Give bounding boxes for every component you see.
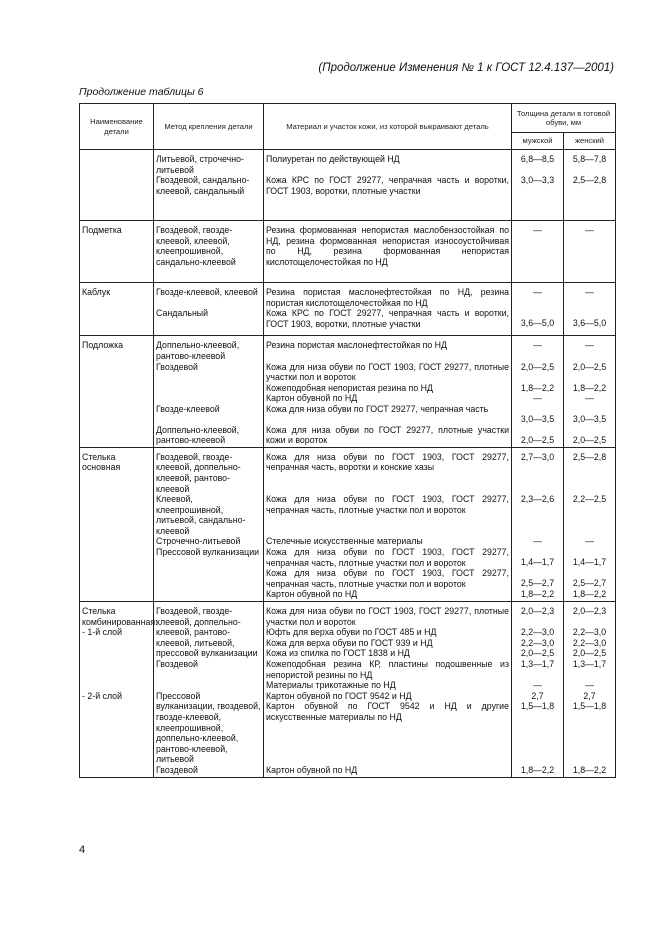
- cell-material: Кожа для низа обуви по ГОСТ 1903, ГОСТ 29277, чепрачная часть, плотные участки пол и вороток: [264, 494, 512, 536]
- cell-men: 2,5—2,7: [512, 568, 564, 589]
- cell-method: Прессовой вулканизации, гвоздевой, гвозде-клеевой, клеепрошивной, доппельно-клеевой, рантово-клеевой, литьевой: [154, 691, 264, 765]
- cell-method: Гвоздевой, гвозде-клеевой, доппельно-клеевой, рантово-клеевой: [154, 447, 264, 494]
- table-row: [80, 150, 616, 176]
- cell-women: 2,0—2,3 2,2—3,0 2,2—3,0 2,0—2,5: [564, 602, 616, 659]
- cell-name: [80, 547, 154, 568]
- cell-men: 1,8—2,2: [512, 765, 564, 777]
- cell-women: —: [564, 221, 616, 283]
- cell-women: 2,5—2,8: [564, 447, 616, 494]
- cell-men: 2,7 1,5—1,8: [512, 691, 564, 765]
- cell-women: 2,0—2,5: [564, 362, 616, 383]
- table-row: [80, 283, 616, 309]
- cell-method: [154, 568, 264, 589]
- cell-material: Кожа КРС по ГОСТ 29277, чепрачная часть и воротки, ГОСТ 1903, воротки, плотные участки: [264, 175, 512, 221]
- cell-name: [80, 308, 154, 336]
- cell-name: [80, 765, 154, 777]
- cell-men: —: [512, 393, 564, 404]
- col-header-men: мужской: [512, 133, 564, 150]
- cell-name: [80, 589, 154, 601]
- cell-women: 2,5—2,7: [564, 568, 616, 589]
- cell-method: Гвоздевой, гвозде-клеевой, доппельно-клеевой, рантово-клеевой, литьевой, прессовой вулканизации: [154, 602, 264, 659]
- cell-women: 1,4—1,7: [564, 547, 616, 568]
- cell-name: [80, 494, 154, 536]
- cell-women: 1,8—2,2: [564, 383, 616, 394]
- col-header-thickness: Толщина детали в готовой обуви, мм: [512, 104, 616, 133]
- table-row: [80, 691, 616, 765]
- col-header-material: Материал и участок кожи, из которой выкраивают деталь: [264, 104, 512, 150]
- cell-women: 3,6—5,0: [564, 308, 616, 336]
- cell-material: Полиуретан по действующей НД: [264, 150, 512, 176]
- cell-method: [154, 680, 264, 691]
- cell-method: Клеевой, клеепрошивной, литьевой, сандально-клеевой: [154, 494, 264, 536]
- cell-women: 1,8—2,2: [564, 589, 616, 601]
- table-row: [80, 659, 616, 680]
- cell-method: [154, 383, 264, 394]
- table-row: [80, 494, 616, 536]
- cell-women: 2,0—2,5: [564, 425, 616, 448]
- cell-material: Картон обувной по НД: [264, 393, 512, 404]
- cell-material: Кожа для низа обуви по ГОСТ 29277, плотные участки кожи и вороток: [264, 425, 512, 448]
- cell-men: —: [512, 221, 564, 283]
- cell-name: [80, 425, 154, 448]
- cell-men: 2,0—2,5: [512, 362, 564, 383]
- cell-method: [154, 393, 264, 404]
- cell-name: [80, 404, 154, 425]
- cell-name: Подложка: [80, 336, 154, 362]
- cell-method: Гвоздевой: [154, 659, 264, 680]
- cell-name: [80, 150, 154, 176]
- col-header-method: Метод крепления детали: [154, 104, 264, 150]
- cell-women: 1,3—1,7: [564, 659, 616, 680]
- table-row: [80, 568, 616, 589]
- cell-women: —: [564, 283, 616, 309]
- cell-name: - 2-й слой: [80, 691, 154, 765]
- cell-material: Кожа для низа обуви по ГОСТ 1903, ГОСТ 29277, чепрачная часть, плотные участки пол и вороток: [264, 568, 512, 589]
- cell-women: —: [564, 336, 616, 362]
- table-caption: Продолжение таблицы 6: [79, 86, 204, 98]
- table-row: [80, 536, 616, 547]
- cell-method: Гвоздевой, сандально-клеевой, сандальный: [154, 175, 264, 221]
- table-row: [80, 221, 616, 283]
- cell-method: [154, 589, 264, 601]
- cell-women: 5,8—7,8: [564, 150, 616, 176]
- cell-method: Гвоздевой: [154, 765, 264, 777]
- cell-method: Прессовой вулканизации: [154, 547, 264, 568]
- cell-name: Стелька основная: [80, 447, 154, 494]
- cell-material: Резина формованная непористая маслобензостойкая по НД, резина формованная непористая износоустойчивая по НД, резина формованная непористая кислотощелочестойкая по НД: [264, 221, 512, 283]
- cell-material: Резина пористая маслонефтестойкая по НД: [264, 336, 512, 362]
- col-header-name: Наименование детали: [80, 104, 154, 150]
- cell-material: Резина пористая маслонефтестойкая по НД, резина пористая кислотощелочестойкая по НД: [264, 283, 512, 309]
- cell-method: Доппельно-клеевой, рантово-клеевой: [154, 425, 264, 448]
- cell-men: 3,0—3,3: [512, 175, 564, 221]
- table-row: [80, 308, 616, 336]
- table-row: [80, 765, 616, 777]
- cell-men: 1,8—2,2: [512, 589, 564, 601]
- cell-material: Картон обувной по НД: [264, 589, 512, 601]
- cell-name: Подметка: [80, 221, 154, 283]
- cell-men: 1,3—1,7: [512, 659, 564, 680]
- col-header-women: женский: [564, 133, 616, 150]
- cell-men: 6,8—8,5: [512, 150, 564, 176]
- cell-method: Гвозде-клеевой, клеевой: [154, 283, 264, 309]
- cell-material: Кожа для низа обуви по ГОСТ 1903, ГОСТ 29277, чепрачная часть, воротки и конские хазы: [264, 447, 512, 494]
- cell-women: 3,0—3,5: [564, 404, 616, 425]
- cell-name: [80, 175, 154, 221]
- cell-men: —: [512, 336, 564, 362]
- cell-name: [80, 568, 154, 589]
- cell-men: —: [512, 283, 564, 309]
- cell-material: Кожа для низа обуви по ГОСТ 29277, чепрачная часть: [264, 404, 512, 425]
- cell-women: 2,5—2,8: [564, 175, 616, 221]
- table-row: [80, 680, 616, 691]
- cell-material: Стелечные искусственные материалы: [264, 536, 512, 547]
- cell-method: Литьевой, строчечно-литьевой: [154, 150, 264, 176]
- cell-men: 2,7—3,0: [512, 447, 564, 494]
- thickness-table: [79, 103, 616, 778]
- cell-women: —: [564, 393, 616, 404]
- cell-method: Гвозде-клеевой: [154, 404, 264, 425]
- cell-method: Сандальный: [154, 308, 264, 336]
- cell-men: 3,0—3,5: [512, 404, 564, 425]
- cell-material: Кожа для низа обуви по ГОСТ 1903, ГОСТ 29277, плотные участки пол и вороток Юфть для верха обуви по ГОСТ 485 и НД Кожа для верха обуви по ГОСТ 939 и НД Кожа из спилка по ГОСТ 1838 и НД: [264, 602, 512, 659]
- table-row: [80, 383, 616, 394]
- cell-women: 1,8—2,2: [564, 765, 616, 777]
- cell-men: 2,0—2,3 2,2—3,0 2,2—3,0 2,0—2,5: [512, 602, 564, 659]
- cell-method: Строчечно-литьевой: [154, 536, 264, 547]
- table-row: [80, 447, 616, 494]
- cell-name: [80, 383, 154, 394]
- cell-material: Картон обувной по ГОСТ 9542 и НД Картон обувной по ГОСТ 9542 и НД и другие искусственные материалы по НД: [264, 691, 512, 765]
- cell-method: Доппельно-клеевой, рантово-клеевой: [154, 336, 264, 362]
- table-row: [80, 404, 616, 425]
- cell-name: [80, 393, 154, 404]
- cell-men: 3,6—5,0: [512, 308, 564, 336]
- table-row: [80, 425, 616, 448]
- cell-men: —: [512, 536, 564, 547]
- page-number: 4: [79, 844, 86, 856]
- cell-men: 1,4—1,7: [512, 547, 564, 568]
- cell-men: 2,0—2,5: [512, 425, 564, 448]
- table-row: [80, 336, 616, 362]
- cell-material: Кожеподобная резина КР, пластины подошвенные из непористой резины по НД: [264, 659, 512, 680]
- cell-women: 2,2—2,5: [564, 494, 616, 536]
- cell-name: Стелька комбинированная: - 1-й слой: [80, 602, 154, 659]
- cell-material: Материалы трикотажные по НД: [264, 680, 512, 691]
- cell-method: Гвоздевой: [154, 362, 264, 383]
- cell-name: [80, 362, 154, 383]
- table-row: [80, 589, 616, 601]
- cell-women: 2,7 1,5—1,8: [564, 691, 616, 765]
- cell-men: 2,3—2,6: [512, 494, 564, 536]
- table-row: [80, 175, 616, 221]
- table-row: [80, 393, 616, 404]
- cell-material: Кожа КРС по ГОСТ 29277, чепрачная часть и воротки, ГОСТ 1903, воротки, плотные участки: [264, 308, 512, 336]
- page-header: (Продолжение Изменения № 1 к ГОСТ 12.4.137—2001): [318, 62, 614, 74]
- cell-material: Кожеподобная непористая резина по НД: [264, 383, 512, 394]
- cell-name: [80, 659, 154, 680]
- table-row: [80, 362, 616, 383]
- table-body: [80, 150, 616, 778]
- cell-name: [80, 680, 154, 691]
- cell-women: —: [564, 536, 616, 547]
- cell-name: Каблук: [80, 283, 154, 309]
- table-row: [80, 547, 616, 568]
- cell-method: Гвоздевой, гвоздe-клеевой, клеевой, клеепрошивной, сандально-клеевой: [154, 221, 264, 283]
- table-row: [80, 602, 616, 659]
- cell-material: Кожа для низа обуви по ГОСТ 1903, ГОСТ 29277, чепрачная часть, плотные участки пол и вороток: [264, 547, 512, 568]
- cell-men: 1,8—2,2: [512, 383, 564, 394]
- cell-material: Картон обувной по НД: [264, 765, 512, 777]
- cell-men: —: [512, 680, 564, 691]
- cell-name: [80, 536, 154, 547]
- cell-women: —: [564, 680, 616, 691]
- cell-material: Кожа для низа обуви по ГОСТ 1903, ГОСТ 29277, плотные участки пол и вороток: [264, 362, 512, 383]
